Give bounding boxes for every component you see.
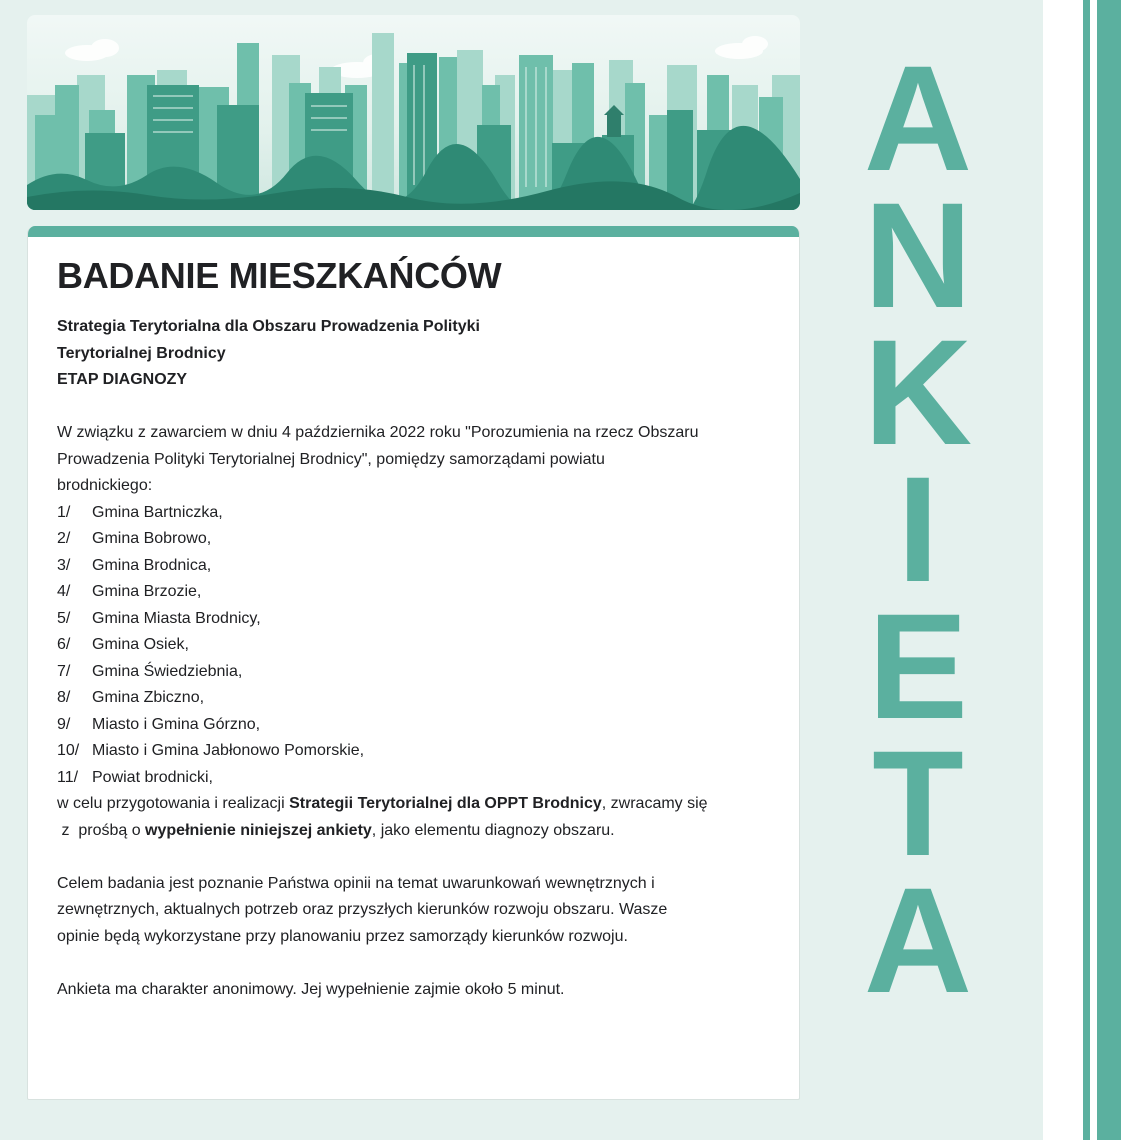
intro-line: W związku z zawarciem w dniu 4 października 2022 roku "Porozumienia na rzecz Obszaru: [57, 424, 699, 441]
side-title-letter: T: [872, 719, 964, 887]
side-title-letter: I: [897, 445, 939, 613]
list-item-name: Gmina Brodnica,: [92, 556, 212, 574]
list-item: [57, 579, 771, 606]
list-item: [57, 765, 771, 792]
form-subtitle: [57, 314, 771, 394]
list-item-name: Gmina Świedziebnia,: [92, 662, 243, 680]
card-accent-bar: [28, 226, 799, 237]
page-title: BADANIE MIESZKAŃCÓW: [57, 255, 502, 296]
goal-line: opinie będą wykorzystane przy planowaniu przez samorządy kierunków rozwoju.: [57, 927, 628, 945]
intro-line: brodnickiego:: [57, 477, 153, 494]
list-item-name: Gmina Zbiczno,: [92, 689, 205, 706]
city-skyline-illustration: [27, 15, 800, 210]
purpose-text: , zwracamy się: [601, 795, 708, 812]
purpose-strategy-name: Strategii Terytorialnej dla OPPT Brodnicy: [289, 795, 602, 812]
list-item: [57, 553, 771, 580]
list-item: [57, 712, 771, 739]
header-banner-image: [27, 15, 800, 210]
list-item-name: Gmina Brzozie,: [92, 583, 202, 600]
goal-line: Celem badania jest poznanie Państwa opinii na temat uwarunkowań wewnętrznych i: [57, 874, 655, 892]
goal-line: zewnętrznych, aktualnych potrzeb oraz przyszłych kierunków rozwoju obszaru. Wasze: [57, 901, 668, 918]
anonymity-note: Ankieta ma charakter anonimowy. Jej wypełnienie zajmie około 5 minut.: [57, 980, 565, 998]
list-item: [57, 500, 771, 527]
purpose-text: z prośbą o: [57, 821, 146, 839]
list-item-number: 8/: [57, 689, 71, 706]
list-item-number: 2/: [57, 530, 71, 547]
list-item-number: 4/: [57, 583, 71, 600]
list-item-number: 7/: [57, 662, 71, 680]
list-item-name: Gmina Bartniczka,: [92, 503, 223, 521]
list-item: [57, 606, 771, 633]
form-description-card: [27, 226, 800, 1100]
list-item: [57, 738, 771, 765]
purpose-text: w celu przygotowania i realizacji: [57, 795, 290, 812]
list-item-number: 9/: [57, 715, 71, 733]
list-item-number: 1/: [57, 503, 71, 521]
list-item-name: Gmina Osiek,: [92, 636, 189, 653]
side-vertical-title: [858, 34, 978, 1024]
subtitle-line: Terytorialnej Brodnicy: [57, 344, 226, 362]
list-item-number: 6/: [57, 636, 71, 653]
list-item: [57, 659, 771, 686]
list-item-name: Gmina Bobrowo,: [92, 530, 212, 547]
side-title-letter: E: [867, 582, 969, 750]
goal-paragraph: [57, 871, 771, 951]
list-item-number: 11/: [57, 768, 79, 786]
intro-paragraph: [57, 420, 771, 500]
decorative-stripe-wide: [1097, 0, 1121, 1140]
side-title-letter: K: [863, 308, 973, 476]
purpose-text: , jako elementu diagnozy obszaru.: [371, 821, 615, 839]
side-title-letter: N: [863, 171, 973, 339]
list-item: [57, 685, 771, 712]
list-item-name: Powiat brodnicki,: [92, 768, 213, 786]
intro-line: Prowadzenia Polityki Terytorialnej Brodnicy", pomiędzy samorządami powiatu: [57, 450, 605, 468]
purpose-request: wypełnienie niniejszej ankiety: [145, 821, 372, 839]
purpose-line-1: [57, 791, 771, 818]
list-item-name: Miasto i Gmina Jabłonowo Pomorskie,: [92, 742, 365, 759]
list-item-name: Miasto i Gmina Górzno,: [92, 715, 261, 733]
subtitle-line: ETAP DIAGNOZY: [57, 371, 188, 388]
list-item-number: 3/: [57, 556, 71, 574]
side-title-letter: A: [863, 34, 973, 202]
list-item-number: 5/: [57, 609, 71, 627]
list-item: [57, 526, 771, 553]
list-item: [57, 632, 771, 659]
decorative-stripe-thin: [1083, 0, 1090, 1140]
purpose-line-2: [57, 818, 771, 845]
members-list: [57, 500, 771, 792]
list-item-number: 10/: [57, 742, 80, 759]
subtitle-line: Strategia Terytorialna dla Obszaru Prowadzenia Polityki: [57, 318, 480, 335]
list-item-name: Gmina Miasta Brodnicy,: [92, 609, 261, 627]
side-title-letter: A: [863, 856, 973, 1024]
